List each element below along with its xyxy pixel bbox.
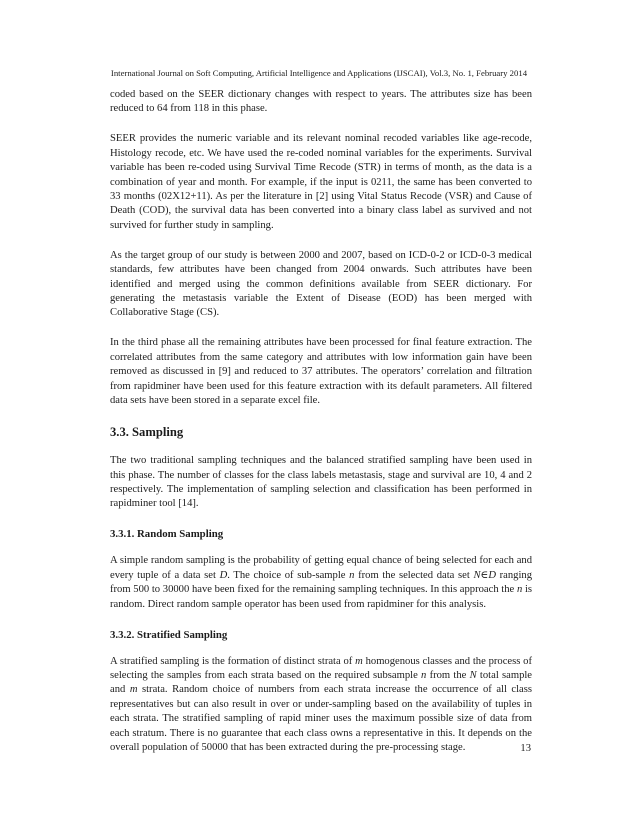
subsection-heading-random-sampling: 3.3.1. Random Sampling xyxy=(110,528,224,541)
paragraph-4: In the third phase all the remaining attributes have been processed for final feature extraction. The correlated attributes from the same category and attributes with low information gain have been removed as discussed in [9] and reduced to 37 attributes. The operators’ correlation and filtration from rapidminer have been used for this feature extraction with its default parameters. All filtered data sets have been stored in a separate excel file. xyxy=(110,337,532,407)
sampling-paragraph: The two traditional sampling techniques and the balanced stratified sampling have been used in this phase. The number of classes for the class labels metastasis, stage and survival are 10, 4 and 2 respectively. The implementation of sampling selection and classification has been performed in rapidminer tool [14]. xyxy=(110,455,532,510)
math-variable: n xyxy=(516,584,523,596)
math-variable: N xyxy=(469,669,477,681)
page-number: 13 xyxy=(520,743,531,754)
text-run: ranging from 500 to 30000 have been fixed for the remaining sampling techniques. In this approach the xyxy=(110,569,533,596)
math-variable: n xyxy=(349,569,355,581)
text-run: is random. Direct random sample operator has been used from rapidminer for this analysis. xyxy=(110,584,533,610)
text-run: A simple random sampling is the probability of getting equal chance of being selected for each and every tuple of a data set xyxy=(110,555,532,581)
stratified-sampling-paragraph xyxy=(110,655,532,756)
subsection-heading-stratified-sampling: 3.3.2. Stratified Sampling xyxy=(110,628,228,641)
math-variable: m xyxy=(355,655,363,667)
paragraph-3: As the target group of our study is between 2000 and 2007, based on ICD-0-2 or ICD-0-3 medical standards, few attributes have been changed from 2004 onwards. Such attributes have been identified and merged using the common definitions available from SEER dictionary. For generating the metastasis variable the Extent of Disease (EOD) has been merged with Collaborative Stage (CS). xyxy=(110,249,532,319)
math-variable: m xyxy=(129,684,138,696)
section-heading-sampling: 3.3. Sampling xyxy=(110,425,184,440)
text-run: strata. Random choice of numbers from each strata increase the occurrence of all class representatives but can also result in over or under-sampling based on the availability of tuples in each strata. The stratified sampling of rapid miner uses the maximum possible size of data from each stratum. There is no guarantee that each class owns a representative in this. It depends on the overall population of 50000 that has been extracted during the pre-processing stage. xyxy=(110,684,532,753)
paragraph-1: coded based on the SEER dictionary changes with respect to years. The attributes size has been reduced to 64 from 118 in this phase. xyxy=(110,89,532,115)
text-run: from the xyxy=(426,669,470,681)
body-text xyxy=(110,88,532,771)
running-header: International Journal on Soft Computing, Artificial Intelligence and Applications (IJSCAI), Vol.3, No. 1, February 2014 xyxy=(110,68,528,78)
text-run: total sample and xyxy=(110,669,533,696)
text-run: from the selected data set xyxy=(354,569,474,581)
text-run: homogenous classes and the process of selecting the samples from each strata based on the required subsample xyxy=(110,655,532,681)
paragraph-2: SEER provides the numeric variable and its relevant nominal recoded variables like age-recode, Histology recode, etc. We have used the re-coded nominal variables for the experiments. Survival variable has been re-coded using Survival Time Recode (STR) in terms of month, as the data is a combination of year and month. For example, if the input is 0211, the same has been converted to 33 months (02X12+11). As per the literature in [2] using Vital Status Recode (VSR) and Cause of Death (COD), the survival data has been converted into a binary class label as survived and not survived for further study in sampling. xyxy=(110,133,532,231)
text-run: . The choice of sub-sample xyxy=(227,569,350,581)
text-run: A stratified sampling is the formation of distinct strata of xyxy=(110,655,356,667)
math-variable: N∈D xyxy=(473,569,496,581)
math-variable: D xyxy=(219,569,228,581)
random-sampling-paragraph xyxy=(110,554,532,612)
math-variable: n xyxy=(421,669,427,681)
